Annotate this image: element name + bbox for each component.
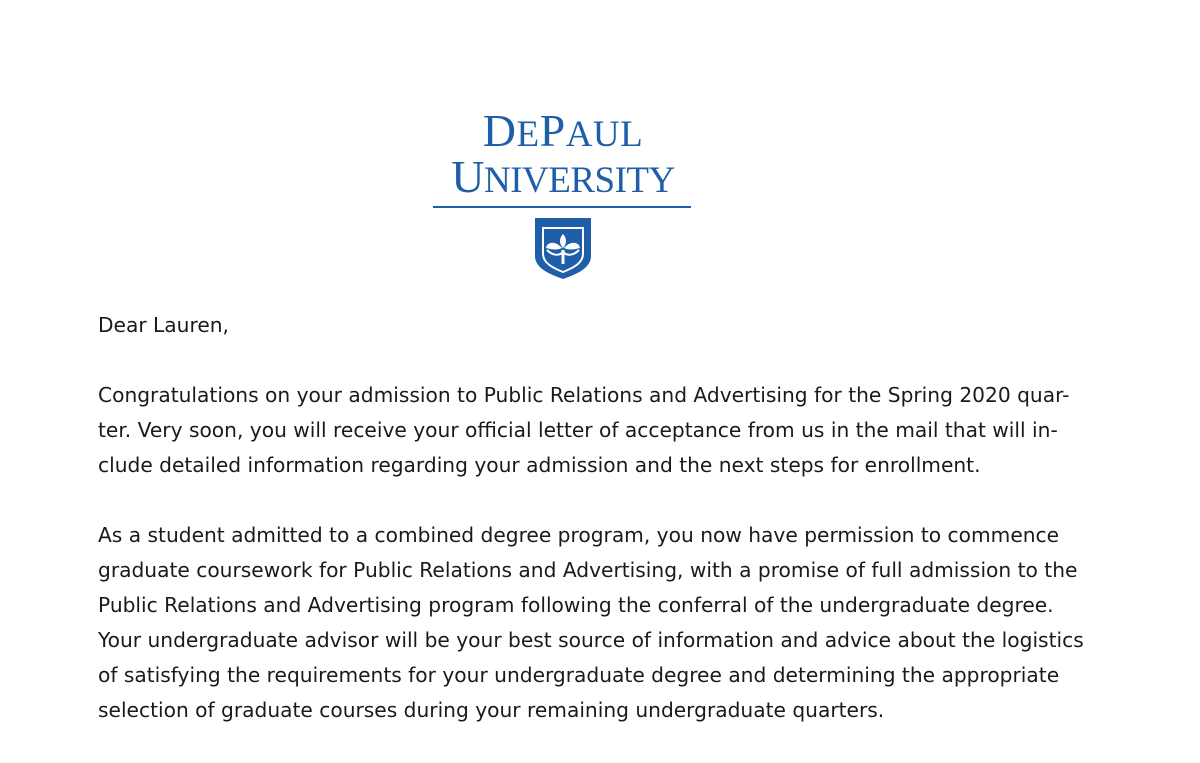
paragraph-line: of satisfying the requirements for your undergraduate degree and determining the appropriate [98, 663, 1060, 687]
paragraph-line: Public Relations and Advertising program following the conferral of the undergraduate degree. [98, 593, 1054, 617]
paragraph-line: Congratulations on your admission to Public Relations and Advertising for the Spring 2020 quar- [98, 383, 1070, 407]
salutation: Dear Lauren, [98, 313, 229, 337]
paragraph-line: As a student admitted to a combined degree program, you now have permission to commence [98, 523, 1060, 547]
logo-wordmark-line-1: DEPAUL [482, 105, 644, 156]
logo-rule [433, 206, 691, 208]
paragraph-combined-degree [98, 518, 1084, 728]
logo-wordmark-line-2: UNIVERSITY [451, 151, 675, 202]
paragraph-line: selection of graduate courses during your remaining undergraduate quarters. [98, 698, 885, 722]
paragraph-line: ter. Very soon, you will receive your official letter of acceptance from us in the mail that will in- [98, 418, 1058, 442]
paragraph-line: graduate coursework for Public Relations and Advertising, with a promise of full admission to the [98, 558, 1078, 582]
paragraph-line: clude detailed information regarding your admission and the next steps for enrollment. [98, 453, 981, 477]
university-logo [433, 105, 693, 280]
depaul-shield-icon [533, 216, 593, 280]
letter-body [98, 308, 1084, 763]
paragraph-line: Your undergraduate advisor will be your best source of information and advice about the logistics [98, 628, 1084, 652]
paragraph-admission [98, 378, 1070, 483]
